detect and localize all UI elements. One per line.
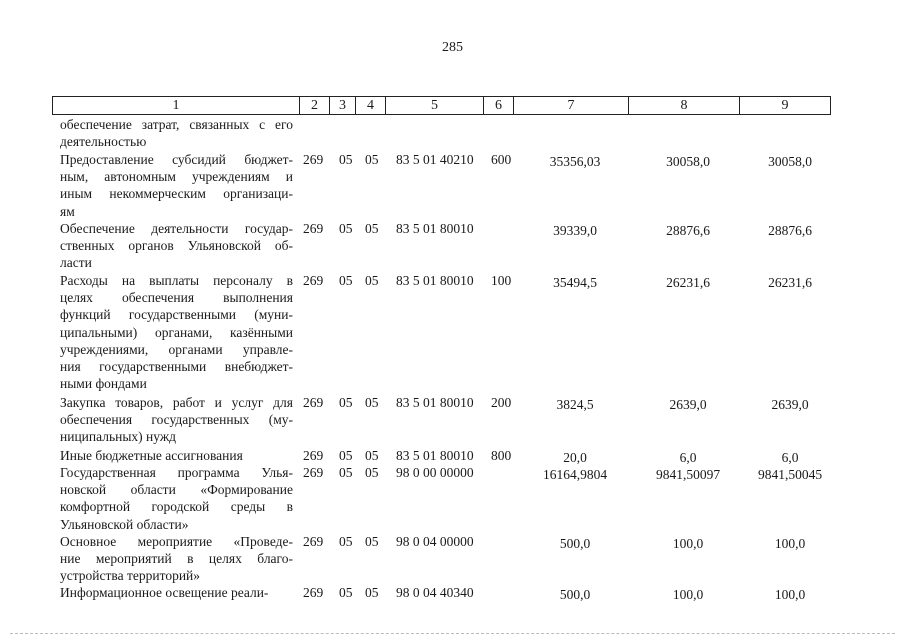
row-description-line: ния государственными внебюджет-	[60, 359, 293, 375]
table-header	[52, 96, 831, 115]
cell-c8: 2639,0	[669, 397, 707, 412]
cell-c8: 28876,6	[666, 223, 710, 238]
cell-c5: 83 5 01 80010	[396, 448, 474, 463]
header-col-8: 8	[628, 97, 739, 114]
cell-c5: 83 5 01 80010	[396, 221, 474, 236]
row-description-line: ям	[60, 203, 75, 219]
row-description-line: Иные бюджетные ассигнования	[60, 448, 243, 463]
row-description-line: ципальными) органами, казёнными	[60, 324, 293, 340]
cell-c9: 26231,6	[768, 275, 812, 290]
cell-c8: 100,0	[672, 536, 704, 551]
cell-c6: 200	[491, 395, 512, 410]
row-description	[60, 533, 293, 585]
cell-c5: 83 5 01 80010	[396, 395, 474, 410]
cell-c5: 83 5 01 80010	[396, 273, 474, 288]
row-description-line: новской области «Формирование	[60, 482, 293, 498]
cell-c4: 05	[365, 221, 379, 236]
cell-c3: 05	[339, 273, 353, 288]
row-description-line: Расходы на выплаты персоналу в	[60, 273, 293, 288]
cell-c8: 100,0	[672, 587, 704, 602]
cell-c9: 100,0	[774, 536, 806, 551]
cell-c6: 800	[491, 448, 512, 463]
row-description-line: ласти	[60, 255, 92, 271]
cell-c4: 05	[365, 465, 379, 480]
cell-c4: 05	[365, 448, 379, 463]
row-description-line: иным некоммерческим организаци-	[60, 186, 293, 202]
cell-c2: 269	[303, 152, 324, 167]
row-description-line: ным, автономным учреждениям и	[60, 169, 293, 185]
cell-c9: 9841,50045	[757, 467, 823, 482]
row-description-line: обеспечение затрат, связанных с его	[60, 117, 293, 132]
row-description-line: Ульяновской области»	[60, 516, 189, 532]
cell-c5: 98 0 00 00000	[396, 465, 474, 480]
row-description-line: учреждениями, органами управле-	[60, 341, 293, 357]
cell-c3: 05	[339, 534, 353, 549]
row-description	[60, 116, 293, 150]
cell-c2: 269	[303, 395, 324, 410]
cell-c4: 05	[365, 152, 379, 167]
row-description	[60, 272, 293, 392]
cell-c4: 05	[365, 395, 379, 410]
row-description	[60, 151, 293, 220]
cell-c7: 16164,9804	[542, 467, 608, 482]
cell-c3: 05	[339, 152, 353, 167]
cell-c7: 35356,03	[549, 154, 601, 169]
cell-c6: 100	[491, 273, 512, 288]
cell-c9: 28876,6	[768, 223, 812, 238]
cell-c3: 05	[339, 448, 353, 463]
row-description	[60, 394, 293, 446]
header-col-9: 9	[739, 97, 830, 114]
cell-c9: 2639,0	[771, 397, 809, 412]
row-description	[60, 584, 293, 601]
cell-c8: 30058,0	[666, 154, 710, 169]
cell-c2: 269	[303, 585, 324, 600]
cell-c5: 98 0 04 00000	[396, 534, 474, 549]
cell-c9: 30058,0	[768, 154, 812, 169]
cell-c2: 269	[303, 273, 324, 288]
row-description-line: целях обеспечения выполнения	[60, 290, 293, 306]
row-description-line: Информационное освещение реали-	[60, 585, 269, 600]
cell-c4: 05	[365, 585, 379, 600]
header-col-6: 6	[483, 97, 513, 114]
row-description	[60, 464, 293, 533]
row-description-line: ственных органов Ульяновской об-	[60, 238, 293, 254]
row-description-line: Государственная программа Улья-	[60, 465, 293, 480]
row-description-line: ние мероприятий в целях благо-	[60, 551, 293, 567]
cell-c3: 05	[339, 585, 353, 600]
header-col-3: 3	[329, 97, 355, 114]
cell-c4: 05	[365, 534, 379, 549]
cell-c5: 98 0 04 40340	[396, 585, 474, 600]
cell-c7: 500,0	[559, 587, 591, 602]
row-description-line: устройства территорий»	[60, 568, 201, 584]
page-bottom-edge	[10, 632, 895, 634]
header-col-2: 2	[299, 97, 329, 114]
row-description-line: обеспечения государственных (му-	[60, 412, 293, 428]
row-description-line: Основное мероприятие «Проведе-	[60, 534, 293, 549]
cell-c7: 35494,5	[553, 275, 597, 290]
row-description-line: Предоставление субсидий бюджет-	[60, 152, 293, 167]
header-col-7: 7	[513, 97, 628, 114]
header-col-4: 4	[355, 97, 385, 114]
cell-c3: 05	[339, 395, 353, 410]
cell-c7: 500,0	[559, 536, 591, 551]
row-description-line: комфортной городской среды в	[60, 499, 293, 515]
cell-c2: 269	[303, 448, 324, 463]
cell-c2: 269	[303, 465, 324, 480]
header-col-5: 5	[385, 97, 483, 114]
row-description-line: ниципальных) нужд	[60, 429, 177, 445]
cell-c8: 6,0	[679, 450, 697, 465]
cell-c5: 83 5 01 40210	[396, 152, 474, 167]
page-number: 285	[442, 40, 463, 55]
header-col-1: 1	[172, 98, 180, 113]
row-description	[60, 220, 293, 272]
cell-c9: 100,0	[774, 587, 806, 602]
cell-c2: 269	[303, 221, 324, 236]
cell-c7: 3824,5	[556, 397, 594, 412]
cell-c3: 05	[339, 465, 353, 480]
cell-c4: 05	[365, 273, 379, 288]
cell-c7: 39339,0	[553, 223, 597, 238]
cell-c8: 9841,50097	[655, 467, 721, 482]
cell-c2: 269	[303, 534, 324, 549]
cell-c7: 20,0	[563, 450, 587, 465]
row-description-line: Закупка товаров, работ и услуг для	[60, 395, 293, 410]
cell-c9: 6,0	[781, 450, 799, 465]
cell-c6: 600	[491, 152, 512, 167]
cell-c8: 26231,6	[666, 275, 710, 290]
row-description-line: ными фондами	[60, 376, 147, 392]
cell-c3: 05	[339, 221, 353, 236]
row-description-line: Обеспечение деятельности государ-	[60, 221, 293, 236]
row-description-line: деятельностью	[60, 134, 147, 150]
row-description	[60, 447, 293, 464]
row-description-line: функций государственными (муни-	[60, 307, 293, 323]
